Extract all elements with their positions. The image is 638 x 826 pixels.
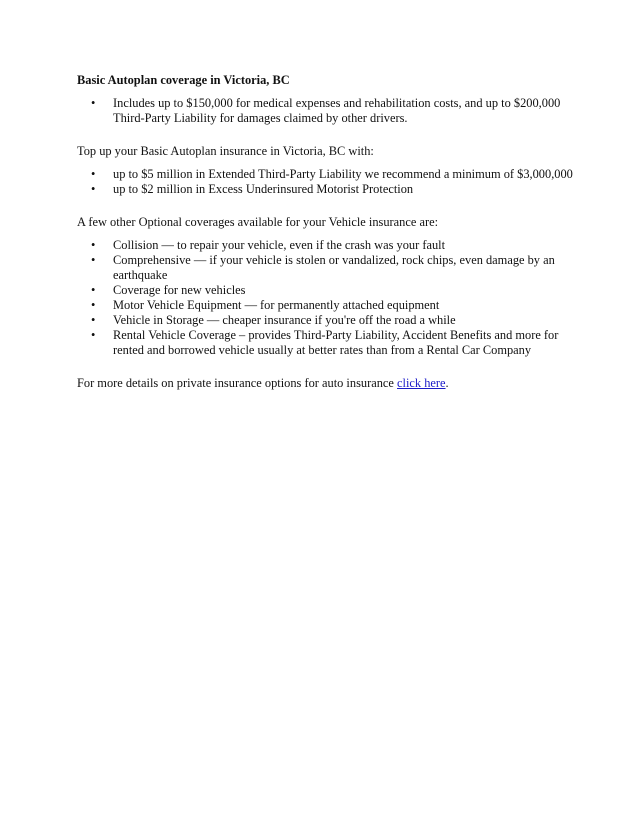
closing-paragraph [77,376,577,391]
list-item [77,182,577,197]
list-item [77,313,577,328]
list-item [77,167,577,182]
basic-coverage-list [77,96,577,126]
list-item [77,238,577,253]
bullet-icon: • [91,96,96,110]
click-here-link[interactable]: click here [397,376,446,390]
topup-intro: Top up your Basic Autoplan insurance in Victoria, BC with: [77,144,374,158]
list-item-text: Motor Vehicle Equipment — for permanently attached equipment [113,298,440,312]
list-item [77,283,577,298]
bullet-icon: • [91,283,96,297]
bullet-icon: • [91,253,96,267]
list-item-text: Rental Vehicle Coverage – provides Third-Party Liability, Accident Benefits and more for rented and borrowed vehicle usually at better rates than from a Rental Car Company [113,328,559,357]
closing-text: For more details on private insurance options for auto insurance [77,376,398,390]
list-item-text: Comprehensive — if your vehicle is stolen or vandalized, rock chips, even damage by an earthquake [113,253,555,282]
bullet-icon: • [91,167,96,181]
list-item [77,298,577,313]
list-item [77,328,577,358]
bullet-icon: • [91,328,96,342]
list-item [77,96,577,126]
bullet-icon: • [91,238,96,252]
list-item-text: Coverage for new vehicles [113,283,246,297]
bullet-icon: • [91,182,96,196]
list-item-text: Collision — to repair your vehicle, even if the crash was your fault [113,238,446,252]
optional-coverage-list [77,238,577,358]
list-item-text: up to $2 million in Excess Underinsured Motorist Protection [113,182,414,196]
list-item-text: Includes up to $150,000 for medical expenses and rehabilitation costs, and up to $200,000 Third-Party Liability for damages claimed by other drivers. [113,96,561,125]
bullet-icon: • [91,313,96,327]
topup-list [77,167,577,197]
optional-intro: A few other Optional coverages available for your Vehicle insurance are: [77,215,439,229]
list-item-text: up to $5 million in Extended Third-Party Liability we recommend a minimum of $3,000,000 [113,167,573,181]
section-heading: Basic Autoplan coverage in Victoria, BC [77,73,290,87]
list-item [77,253,577,283]
closing-period: . [445,376,449,390]
list-item-text: Vehicle in Storage — cheaper insurance if you're off the road a while [113,313,456,327]
bullet-icon: • [91,298,96,312]
document-body [77,73,577,399]
